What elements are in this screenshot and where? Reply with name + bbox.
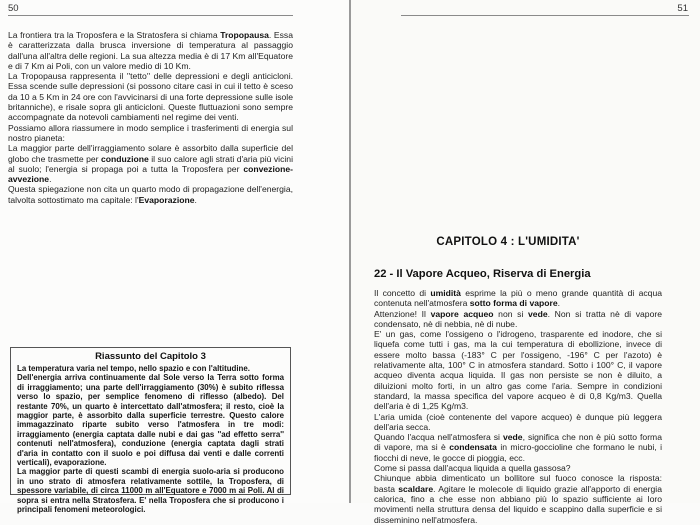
summary-paragraph: Dell'energia arriva continuamente dal Sole verso la Terra sotto forma di irraggiamento; una parte dell'irraggiamento (30%) è subito riflessa verso lo spazio, per semplice fenomeno di riflesso (albedo). Del restante 70%, un quarto è intercettato dall'atmosfera; il resto, cioè la maggior parte, è assorbito dalla superficie terrestre. Questo calore immagazzinato riparte subito verso l'atmosfera in tre modi: irraggiamento (energia captata dalle nubi e dai gas ''ad effetto serra'' contenuti nell'atmosfera), conduzione (energia captata dagli strati d'aria in contatto con il suolo e poi diffusa dai venti e dalle correnti verticali), evaporazione.	[17, 373, 284, 468]
paragraph: L'aria umida (cioè contenente del vapore acqueo) è dunque più leggera dell'aria secca.	[374, 411, 662, 432]
right-page	[351, 0, 700, 525]
section-title: 22 - Il Vapore Acqueo, Riserva di Energia	[374, 268, 591, 280]
bold-term: vede	[528, 308, 548, 319]
paragraph: La maggior parte dell'irraggiamento solare è assorbito dalla superficie del globo che trasmette per conduzione il suo calore agli strati d'aria più vicini al suolo; l'energia si propaga poi a tutta la Troposfera per convezione-avvezione.	[8, 143, 293, 185]
header-rule	[401, 15, 689, 16]
summary-paragraph: La temperatura varia nel tempo, nello spazio e con l'altitudine.	[17, 364, 250, 373]
page-number: 50	[8, 3, 19, 14]
bold-term: umidità	[430, 288, 461, 298]
bold-term: sotto forma di vapore	[469, 298, 558, 309]
paragraph: Come si passa dall'acqua liquida a quella gassosa?	[374, 463, 571, 474]
bold-term: Tropopausa	[220, 30, 269, 40]
paragraph: La frontiera tra la Troposfera e la Stratosfera si chiama Tropopausa. Essa è caratterizzata dalla brusca inversione di temperatura al passaggio dall'una all'altra delle regioni. La sua altezza media è di 17 Km all'Equatore e di 7 Km ai Poli, con un valore medio di 10 Km.	[8, 30, 293, 71]
bold-term: conduzione	[101, 153, 149, 164]
header-rule	[8, 15, 293, 16]
paragraph: Questa spiegazione non cita un quarto modo di propagazione dell'energia, talvolta sottostimato ma capitale: l'Evaporazione.	[8, 184, 293, 205]
bold-term: Evaporazione	[138, 194, 195, 205]
bold-term: vapore acqueo	[430, 308, 494, 319]
summary-box	[10, 347, 291, 515]
paragraph: La Tropopausa rappresenta il ''tetto'' delle depressioni e degli anticicloni. Essa scende sulle depressioni (si possono citare casi in cui il tetto è sceso da 10 a 5 Km in 24 ore con l'avvicinarsi di una forte depressione sulle isole britanniche), e risale sopra gli anticicloni. Queste fluttuazioni sono sempre accompagnate da notevoli cambiamenti nel regime dei venti.	[8, 71, 293, 123]
bold-term: vede	[502, 432, 523, 443]
paragraph: Possiamo allora riassumere in modo semplice i trasferimenti di energia sul nostro pianeta:	[8, 122, 293, 143]
paragraph: Il concetto di umidità esprime la più o meno grande quantità di acqua contenuta nell'atmosfera sotto forma di vapore.	[374, 288, 662, 309]
chapter-title: CAPITOLO 4 : L'UMIDITA'	[436, 236, 580, 248]
paragraph: Quando l'acqua nell'atmosfera si vede, significa che non è più sotto forma di vapore, ma si è condensata in micro-goccioline che formano le nubi, i fiocchi di neve, le gocce di pioggia, ecc.	[374, 432, 663, 463]
bold-term: convezione-avvezione	[8, 163, 293, 185]
bold-term: scaldare	[398, 483, 434, 494]
paragraph: Attenzione! Il vapore acqueo non si vede. Non si tratta nè di vapore condensato, nè di nebbia, nè di nube.	[374, 308, 662, 329]
paragraph: Chiunque abbia dimenticato un bollitore sul fuoco conosce la risposta: basta scaldare. Agitare le molecole di liquido grazie all'apporto di energia calorica, fino a che esse non abbiano più lo spazio sufficiente ai loro movimenti nella struttura densa del liquido e scappino dalla superficie e si disseminino nell'atmosfera.	[374, 473, 662, 525]
right-body-text	[374, 288, 662, 525]
summary-title: Riassunto del Capitolo 3	[95, 351, 206, 362]
left-page	[0, 0, 349, 515]
page-number: 51	[677, 3, 688, 14]
summary-paragraph: La maggior parte di questi scambi di energia suolo-aria si producono in uno strato di atmosfera relativamente sottile, la Troposfera, di spessore variabile, di circa 11000 m all'Equatore e 7000 m ai Poli. Al di sopra si entra nella Stratosfera. E' nella Troposfera che si producono i principali fenomeni meteorologici.	[17, 467, 284, 515]
bold-term: condensata	[449, 442, 497, 453]
left-body-text	[8, 30, 293, 205]
paragraph: E' un gas, come l'ossigeno o l'idrogeno, trasparente ed inodore, che si liquefa come tutti i gas, ma la cui temperatura di ebollizione, invece di essere molto bassa (-183° C per l'ossigeno, -196° C per l'azoto) è relativamente alta, 100° C in atmosfera standard. Sotto i 100° C, il vapore acqueo diventa acqua liquida. Il gas non persiste se non è diluito, a diluizioni molto forti, in un altro gas come l'aria. Sempre in condizioni standard, la massa specifica del vapore acqueo è di 0,8 Kg/m3. Quella dell'aria è di 1,25 Kg/m3.	[374, 329, 662, 412]
